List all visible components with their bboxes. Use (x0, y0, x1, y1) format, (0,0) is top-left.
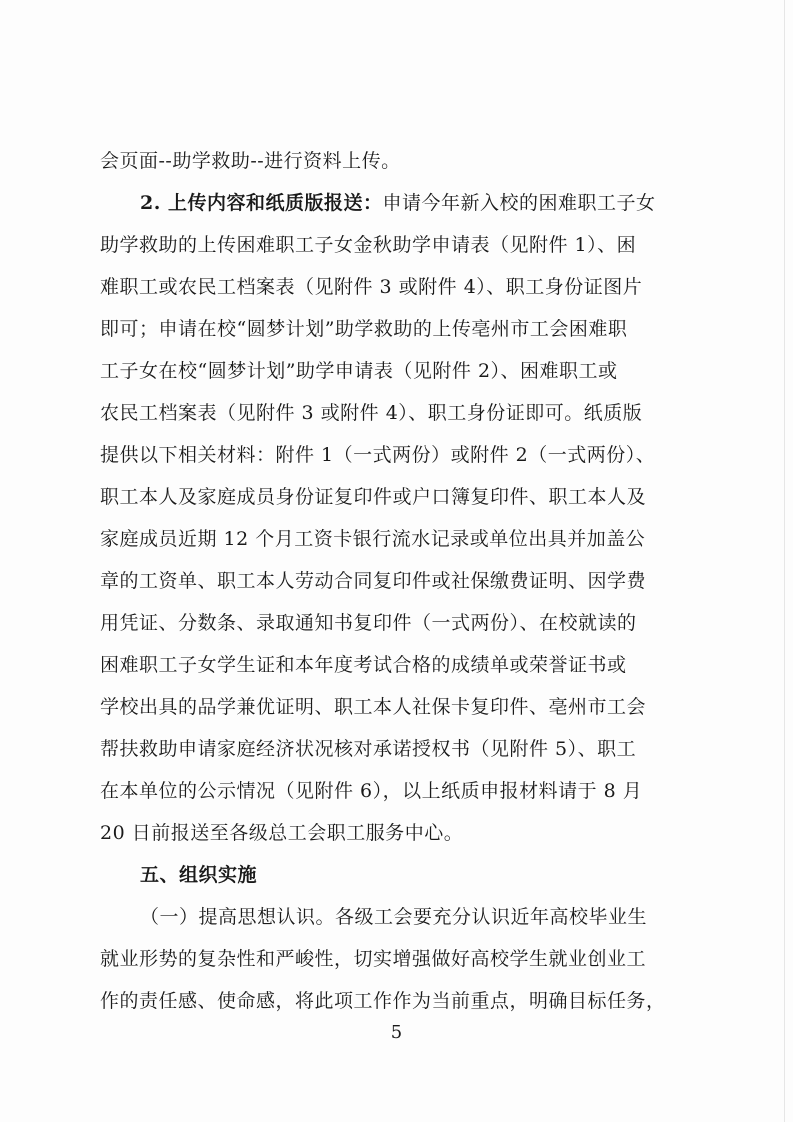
page-number: 5 (390, 1022, 403, 1043)
text-line: 章的工资单、职工本人劳动合同复印件或社保缴费证明、因学费 (100, 570, 647, 592)
text-line: 难职工或农民工档案表（见附件 3 或附件 4）、职工身份证图片 (100, 276, 643, 298)
item-lead: 2. 上传内容和纸质版报送： (140, 192, 383, 214)
text-line: 家庭成员近期 12 个月工资卡银行流水记录或单位出具并加盖公 (100, 528, 646, 550)
text-line: 助学救助的上传困难职工子女金秋助学申请表（见附件 1）、困 (100, 234, 637, 256)
text-line: 职工本人及家庭成员身份证复印件或户口簿复印件、职工本人及 (100, 486, 647, 508)
scan-edge-line (784, 0, 785, 1122)
text-line: 工子女在校“圆梦计划”助学申请表（见附件 2）、困难职工或 (100, 360, 618, 382)
text-line: 提供以下相关材料：附件 1（一式两份）或附件 2（一式两份）、 (100, 444, 656, 466)
text-line: 会页面--助学救助--进行资料上传。 (100, 150, 401, 172)
text-line: 帮扶救助申请家庭经济状况核对承诺授权书（见附件 5）、职工 (100, 738, 637, 760)
text-line: 在本单位的公示情况（见附件 6），以上纸质申报材料请于 8 月 (100, 780, 643, 802)
text-line: （一）提高思想认识。各级工会要充分认识近年高校毕业生 (140, 906, 648, 928)
text-line (100, 182, 700, 224)
item-lead-rest: 申请今年新入校的困难职工子女 (382, 192, 656, 214)
text-line: 学校出具的品学兼优证明、职工本人社保卡复印件、亳州市工会 (100, 696, 647, 718)
text-line: 就业形势的复杂性和严峻性，切实增强做好高校学生就业创业工 (100, 948, 647, 970)
text-line: 困难职工子女学生证和本年度考试合格的成绩单或荣誉证书或 (100, 654, 627, 676)
text-line: 20 日前报送至各级总工会职工服务中心。 (100, 822, 464, 844)
text-line: 农民工档案表（见附件 3 或附件 4）、职工身份证即可。纸质版 (100, 402, 643, 424)
body-text (100, 140, 700, 1022)
text-line: 用凭证、分数条、录取通知书复印件（一式两份）、在校就读的 (100, 612, 637, 634)
section-heading: 五、组织实施 (140, 864, 258, 886)
text-line: 即可；申请在校“圆梦计划”助学救助的上传亳州市工会困难职 (100, 318, 628, 340)
text-line: 作的责任感、使命感，将此项工作作为当前重点，明确目标任务， (100, 990, 666, 1012)
